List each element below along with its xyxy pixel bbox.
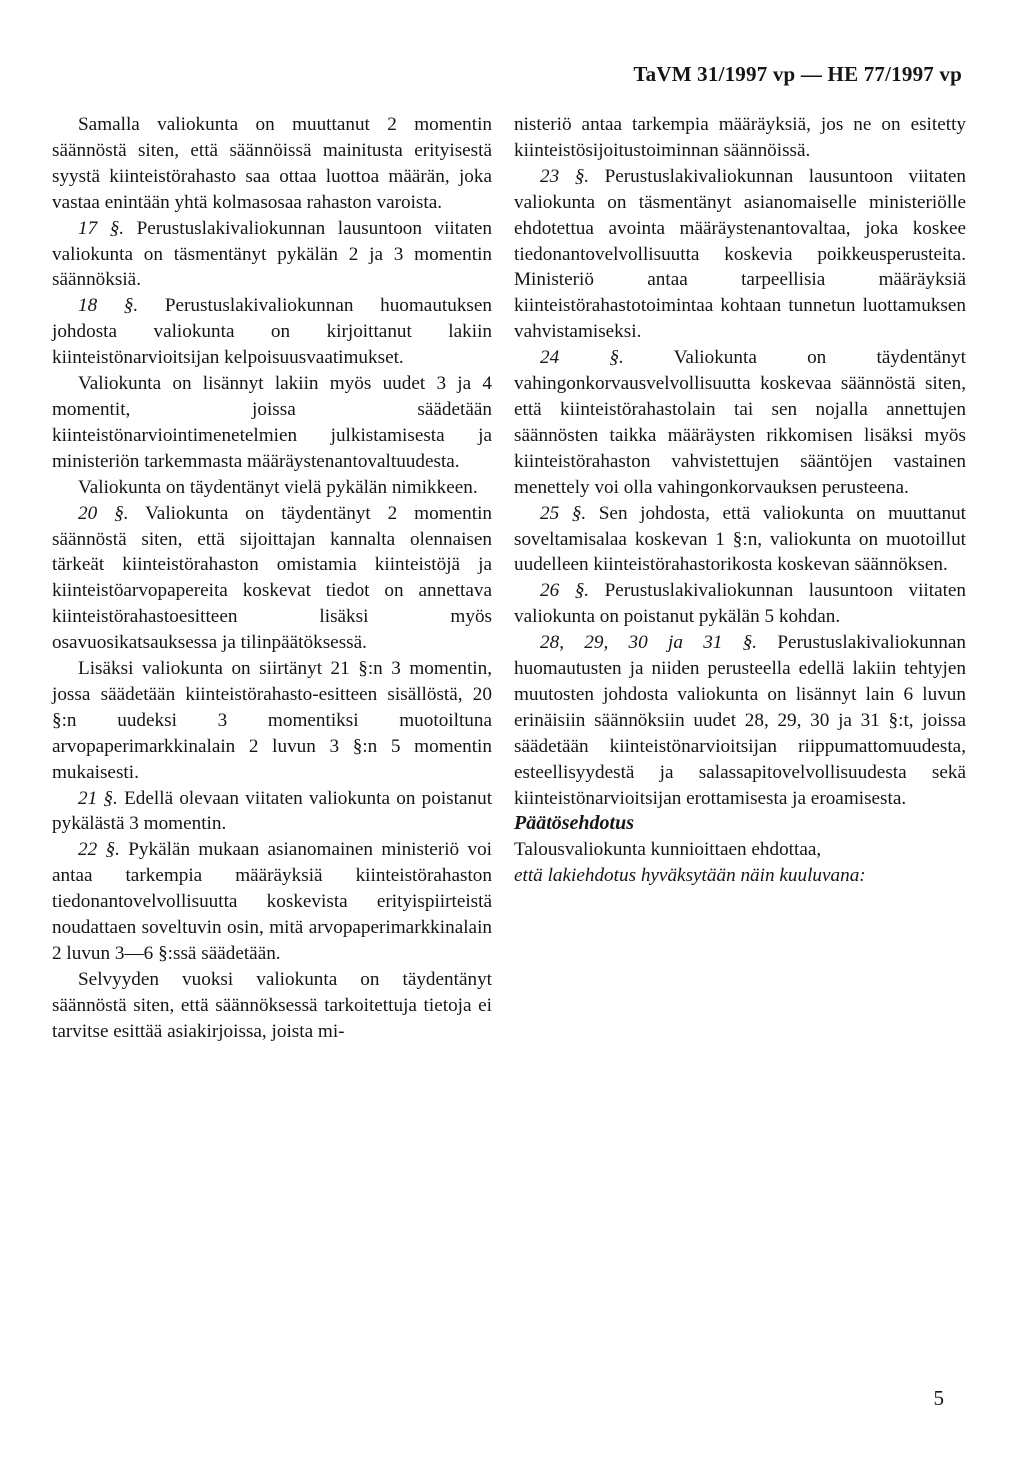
decision-heading: Päätösehdotus [514,812,635,835]
paragraph: Lisäksi valiokunta on siirtänyt 21 §:n 3 momentin, jossa säädetään kiinteistörahasto-esitteen sisällöstä, 20 §:n uudeksi 3 momentiksi muotoiltuna arvopaperimarkkinalain 2 luvun 3 §:n 5 momentin mukaisesti. [52,658,492,783]
section-marker: 25 §. [540,502,587,524]
paragraph: Samalla valiokunta on muuttanut 2 momentin säännöstä siten, että säännöissä mainitusta erityisestä syystä kiinteistörahasto saa ottaa luottoa määrän, joka vastaa enintään yhtä kolmasosaa rahaston varoista. [52,114,492,213]
document-reference-header: TaVM 31/1997 vp — HE 77/1997 vp [633,62,962,86]
decision-intro: Talousvaliokunta kunnioittaen ehdottaa, [514,839,822,861]
section-marker: 18 §. [78,295,139,317]
section-marker: 17 §. [78,217,125,239]
paragraph: 18 §. Perustuslakivaliokunnan huomautuksen johdosta valiokunta on kirjoittanut lakiin kiinteistönarvioitsijan kelpoisuusvaatimukset. [52,295,493,369]
right-text-column [514,112,966,889]
paragraph: Valiokunta on täydentänyt vielä pykälän nimikkeen. [78,476,478,498]
paragraph: Selvyyden vuoksi valiokunta on täydentänyt säännöstä siten, että säännöksessä tarkoitettuja tietoja ei tarvitse esittää asiakirjoissa, joista mi- [52,968,492,1042]
paragraph: nisteriö antaa tarkempia määräyksiä, jos ne on esitetty kiinteistösijoitustoiminnan säännöissä. [514,114,966,161]
paragraph: 28, 29, 30 ja 31 §. Perustuslakivaliokunnan huomautusten ja niiden perusteella edellä lakiin tehtyjen muutosten johdosta valiokunta on lisännyt lain 6 luvun erinäisiin säännöksiin uudet 28, 29, 30 ja 31 §:t, joissa säädetään kiinteistönarvioitsijan riippumattomuudesta, esteellisyydestä ja salassapitovelvollisuudesta sekä kiinteistönarvioitsijan erottamisesta ja eroamisesta. [514,632,966,809]
paragraph: 17 §. Perustuslakivaliokunnan lausuntoon viitaten valiokunta on täsmentänyt pykälän 2 ja 3 momentin säännöksiä. [52,217,493,291]
section-marker: 24 §. [540,347,624,369]
left-text-column [52,112,492,1045]
section-marker: 21 §. [78,787,118,809]
section-marker: 20 §. [78,502,129,524]
paragraph: 26 §. Perustuslakivaliokunnan lausuntoon viitaten valiokunta on poistanut pykälän 5 kohdan. [514,580,967,628]
section-marker: 26 §. [540,580,590,602]
paragraph: 24 §. Valiokunta on täydentänyt vahingonkorvausvelvollisuutta koskevaa säännöstä siten, että kiinteistörahastolain tai sen nojalla annettujen säännösten taikka määräysten rikkomisen lisäksi myös kiinteistörahaston vahvistettujen sääntöjen vastainen menettely voi olla vahingonkorvauksen perusteena. [514,347,966,498]
paragraph: 21 §. Edellä olevaan viitaten valiokunta on poistanut pykälästä 3 momentin. [52,787,493,835]
section-marker: 22 §. [78,839,120,861]
decision-proposal: että lakiehdotus hyväksytään näin kuuluvana: [514,865,866,887]
paragraph: 25 §. Sen johdosta, että valiokunta on muuttanut soveltamisalaa koskevan 1 §:n, valiokunta on muotoillut uudelleen kiinteistörahastorikosta koskevan säännöksen. [514,502,966,576]
paragraph: 22 §. Pykälän mukaan asianomainen ministeriö voi antaa tarkempia määräyksiä kiinteistörahaston tiedonantovelvollisuutta koskevista erityispiirteistä noudattaen soveltuvin osin, mitä arvopaperimarkkinalain 2 luvun 3—6 §:ssä säädetään. [52,839,492,964]
paragraph: 20 §. Valiokunta on täydentänyt 2 momentin säännöstä siten, että sijoittajan kannalta olennaisen tärkeät kiinteistörahaston omistamia kiinteistöjä ja kiinteistöarvopapereita koskevat tiedot on annettava kiinteistörahastoesitteen lisäksi myös osavuosikatsauksessa ja tilinpäätöksessä. [52,502,492,654]
page-number: 5 [933,1386,944,1410]
section-marker: 28, 29, 30 ja 31 §. [540,632,758,654]
paragraph: Valiokunta on lisännyt lakiin myös uudet 3 ja 4 momentit, joissa säädetään kiinteistönarviointimenetelmien julkistamisesta ja ministeriön tarkemmasta määräystenantovaltuudesta. [52,373,492,472]
paragraph: 23 §. Perustuslakivaliokunnan lausuntoon viitaten valiokunta on täsmentänyt asianomaiselle ministeriölle ehdotettua avointa määräystenantovaltaa, joka koskee tiedonantovelvollisuutta koskevia poikkeusperusteita. Ministeriö antaa tarpeellisia määräyksiä kiinteistörahastotoimintaa kohtaan tunnetun luottamuksen vahvistamiseksi. [514,165,967,343]
section-marker: 23 §. [540,165,590,187]
